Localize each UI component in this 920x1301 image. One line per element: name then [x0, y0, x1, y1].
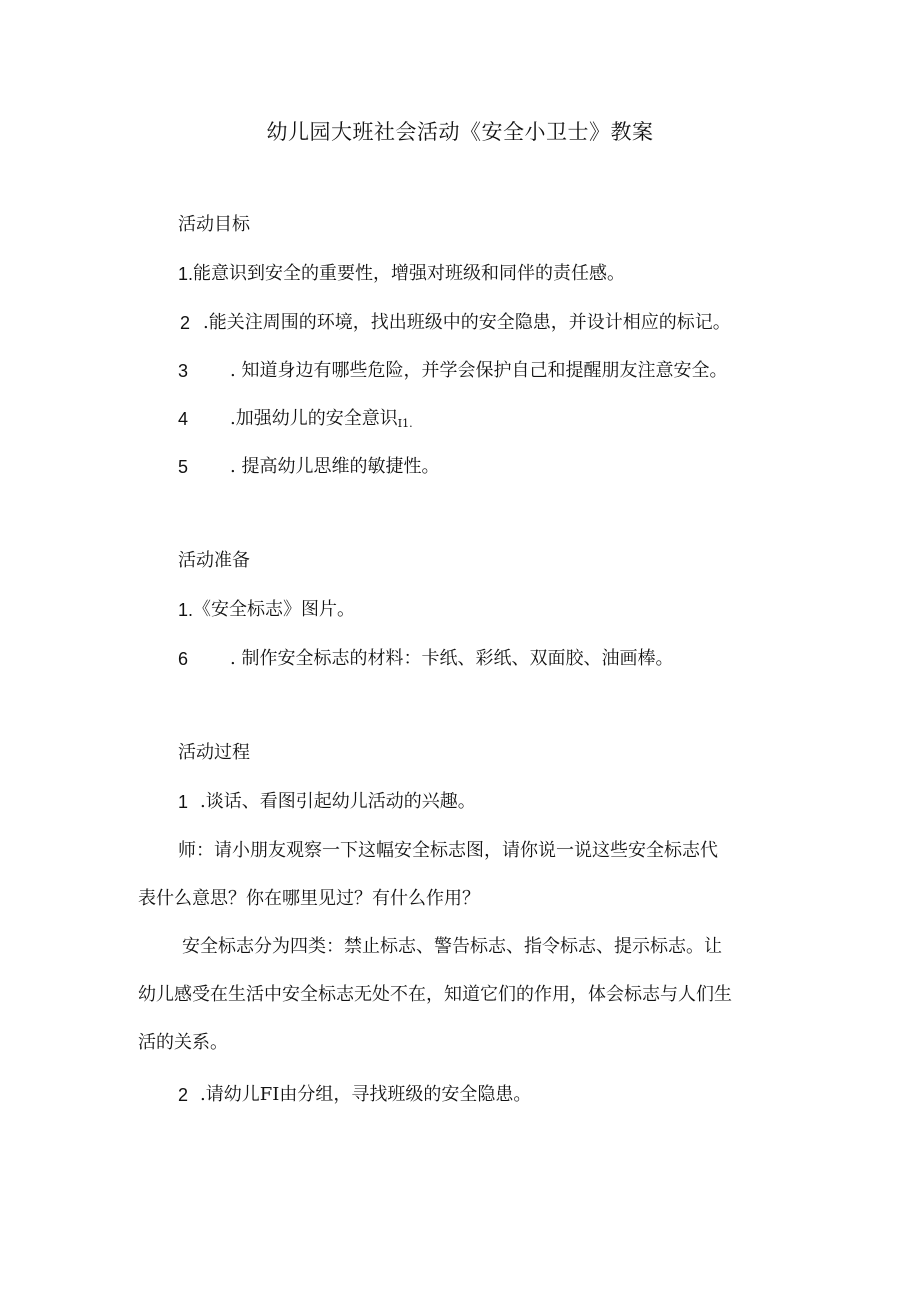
goal-text-with-mark: [230, 407, 413, 436]
section-heading-process: 活动过程: [178, 742, 250, 763]
goal-number: 4: [178, 409, 189, 429]
goal-text: .能关注周围的环境，找出班级中的安全隐患，并设计相应的标记。: [203, 312, 731, 333]
goal-text: .加强幼儿的安全意识: [230, 408, 398, 429]
prep-text: . 制作安全标志的材料：卡纸、彩纸、双面胶、油画棒。: [230, 648, 674, 669]
goal-text: . 知道身边有哪些危险，并学会保护自己和提醒朋友注意安全。: [230, 360, 728, 381]
section-heading-goals: 活动目标: [178, 214, 250, 235]
goal-number: 5: [178, 457, 189, 477]
document-title: 幼儿园大班社会活动《安全小卫士》教案: [266, 120, 654, 144]
signs-paragraph-line: 活的关系。: [138, 1032, 228, 1053]
signs-paragraph-line: 幼儿感受在生活中安全标志无处不在，知道它们的作用，体会标志与人们生: [138, 984, 732, 1005]
goal-suffix-mark: I1.: [397, 417, 413, 430]
teacher-dialogue-line: 师：请小朋友观察一下这幅安全标志图，请你说一说这些安全标志代: [178, 840, 718, 861]
goal-text: . 提高幼儿思维的敏捷性。: [230, 456, 440, 477]
process-step-number: 1: [178, 792, 189, 812]
prep-text: 《安全标志》图片。: [193, 599, 355, 620]
prep-number: 6: [178, 649, 189, 669]
process-step-text: .请幼儿FI由分组，寻找班级的安全隐患。: [200, 1084, 532, 1105]
prep-number: 1.: [178, 600, 194, 620]
teacher-dialogue-line: 表什么意思？你在哪里见过？有什么作用？: [138, 888, 480, 909]
process-step-text: .谈话、看图引起幼儿活动的兴趣。: [200, 791, 476, 812]
goal-text: 能意识到安全的重要性，增强对班级和同伴的责任感。: [193, 263, 625, 284]
section-heading-preparation: 活动准备: [178, 550, 250, 571]
goal-number: 1.: [178, 264, 194, 284]
goal-number: 3: [178, 361, 189, 381]
goal-number: 2: [180, 313, 191, 333]
process-step-number: 2: [178, 1085, 189, 1105]
signs-paragraph-line: 安全标志分为四类：禁止标志、警告标志、指令标志、提示标志。让: [182, 936, 722, 957]
